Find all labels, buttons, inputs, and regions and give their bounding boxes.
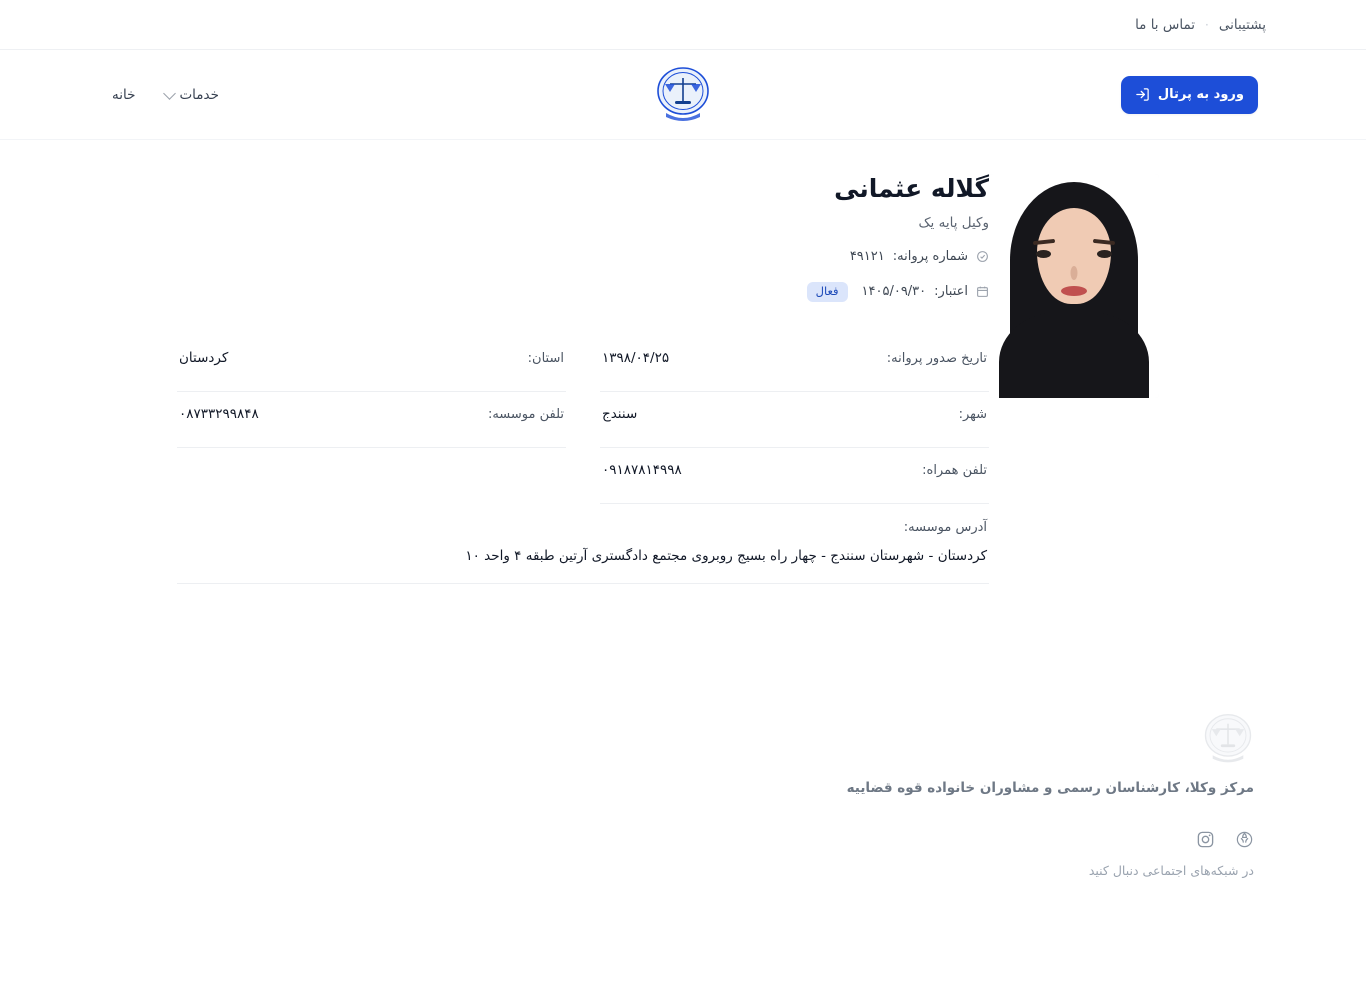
calendar-icon: [976, 285, 989, 298]
field-office-phone-label: تلفن موسسه:: [487, 406, 564, 422]
nav-item-services[interactable]: [165, 87, 219, 103]
field-office-phone-value: ۰۸۷۳۳۲۹۹۸۴۸: [179, 405, 259, 422]
chevron-down-icon: [164, 87, 177, 100]
nav-item-home-label: خانه: [112, 86, 136, 103]
portal-login-button[interactable]: [1121, 76, 1258, 114]
field-province-label: استان:: [527, 350, 564, 366]
instagram-icon[interactable]: [1196, 830, 1215, 849]
judiciary-scales-logo[interactable]: [655, 64, 711, 126]
field-city-value: سنندج: [602, 405, 638, 422]
field-office-address-label: آدرس موسسه:: [903, 519, 987, 535]
contact-us-link[interactable]: تماس با ما: [1135, 16, 1196, 33]
license-number-value: ۴۹۱۲۱: [849, 249, 885, 264]
status-badge: فعال: [807, 282, 848, 302]
field-province-value: کردستان: [179, 349, 229, 366]
nav-item-services-label: خدمات: [179, 86, 219, 103]
field-office-phone: [177, 392, 566, 448]
avatar: [989, 174, 1159, 398]
license-validity-label: اعتبار:: [934, 284, 968, 300]
field-province: [177, 336, 566, 392]
license-number-label: شماره پروانه:: [892, 249, 968, 264]
utility-bar: [0, 0, 1366, 50]
field-office-address-value: کردستان - شهرستان سنندج - چهار راه بسیج روبروی مجتمع دادگستری آرتین طبقه ۴ واحد ۱۰: [465, 547, 987, 564]
field-license-issue-date-label: تاریخ صدور پروانه:: [886, 350, 987, 366]
bale-icon[interactable]: [1235, 830, 1254, 849]
field-city-label: شهر:: [958, 406, 987, 422]
license-validity-row: [177, 282, 989, 302]
profile-info-column: [177, 174, 989, 584]
profile-content: [0, 140, 1366, 584]
nav-item-home[interactable]: [112, 87, 135, 103]
utility-separator: ·: [1205, 17, 1209, 32]
badge-check-icon: [976, 250, 989, 263]
field-mobile-phone: [600, 448, 989, 504]
portal-login-label: ورود به پرتال: [1157, 87, 1244, 102]
support-link[interactable]: پشتیبانی: [1218, 16, 1266, 33]
field-mobile-phone-label: تلفن همراه:: [922, 462, 987, 478]
profile-photo-column: [989, 174, 1189, 584]
footer-organization-title: مرکز وکلا، کارشناسان رسمی و مشاوران خانواده قوه قضاییه: [846, 780, 1254, 796]
field-office-address: [177, 504, 989, 585]
footer-social-links: [1196, 830, 1254, 849]
site-footer: [0, 712, 1366, 878]
field-placeholder: [177, 448, 566, 504]
lawyer-profile-card: [177, 174, 1189, 584]
field-license-issue-date: [600, 336, 989, 392]
field-mobile-phone-value: ۰۹۱۸۷۸۱۴۹۹۸: [602, 461, 682, 478]
judiciary-scales-logo: [1202, 712, 1254, 766]
field-license-issue-date-value: ۱۳۹۸/۰۴/۲۵: [602, 349, 670, 366]
field-city: [600, 392, 989, 448]
profile-fields-grid: [177, 336, 989, 585]
main-nav: [112, 87, 219, 103]
site-header: [0, 50, 1366, 140]
footer-follow-text: در شبکه‌های اجتماعی دنبال کنید: [1088, 863, 1254, 878]
license-validity-value: ۱۴۰۵/۰۹/۳۰: [861, 284, 927, 300]
utility-links: [1135, 17, 1266, 33]
lawyer-role: وکیل پایه یک: [918, 215, 989, 231]
license-number-row: [177, 249, 989, 264]
login-icon: [1135, 87, 1150, 102]
page-title: گلاله عثمانی: [834, 174, 989, 203]
